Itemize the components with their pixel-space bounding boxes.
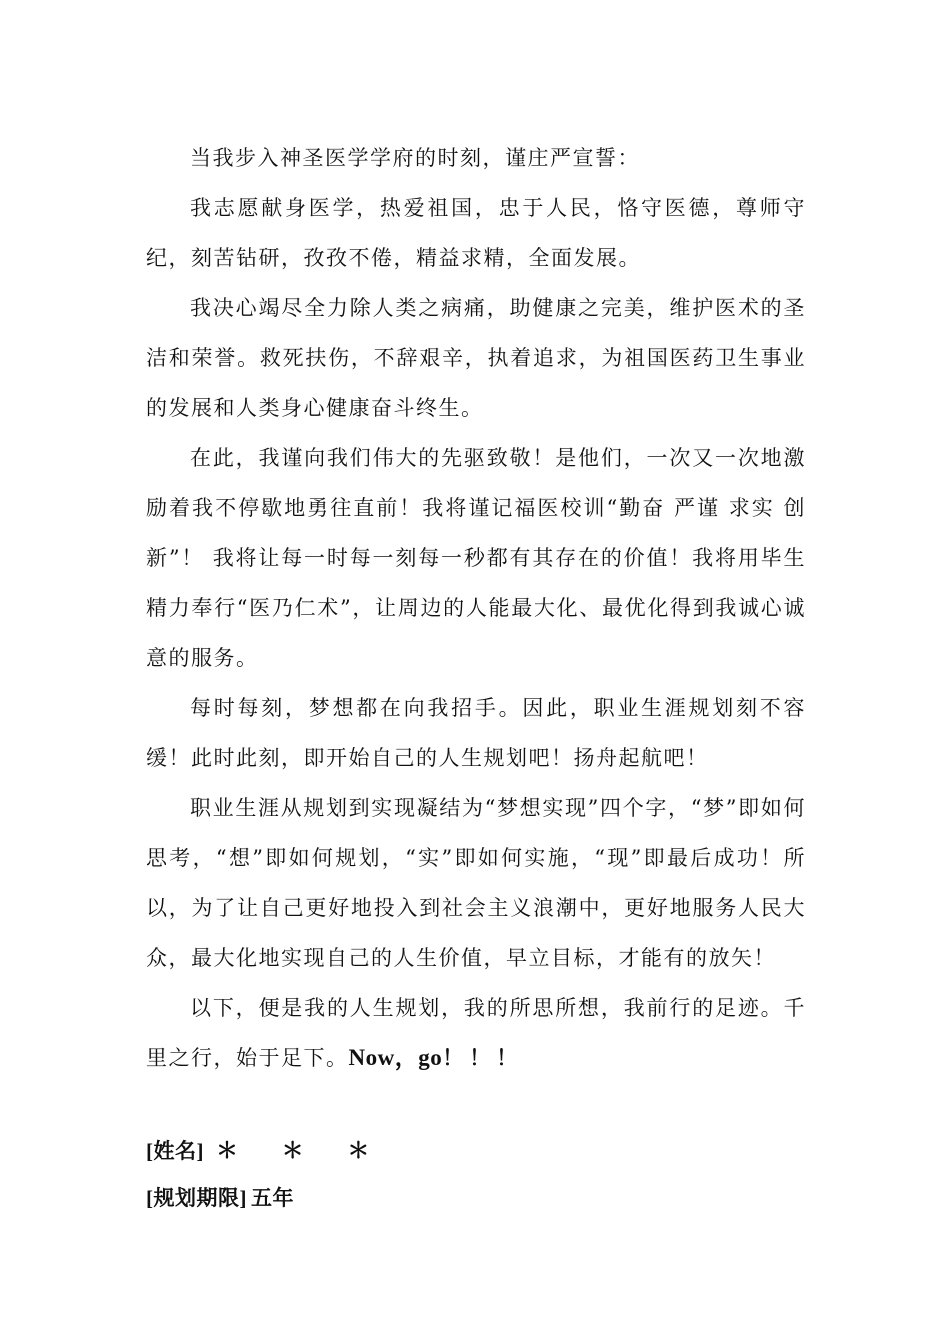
meta-name-line xyxy=(146,1136,746,1167)
closing-exclamations: ！！！ xyxy=(442,1045,524,1070)
document-body xyxy=(146,133,806,1083)
paragraph-closing xyxy=(146,983,806,1083)
paragraph-oath-resolve: 我决心竭尽全力除人类之病痛，助健康之完美，维护医术的圣洁和荣誉。救死扶伤，不辞艰辛，执着追求，为祖国医药卫生事业的发展和人类身心健康奋斗终生。 xyxy=(146,296,806,420)
name-label: [姓名] xyxy=(146,1139,204,1163)
paragraph-tribute: 在此，我谨向我们伟大的先驱致敬！是他们，一次又一次地激励着我不停歇地勇往直前！我将谨记福医校训“勤奋 严谨 求实 创新”！ 我将让每一时每一刻每一秒都有其存在的价值！我将用毕生精力奉行“医乃仁术”，让周边的人能最大化、最优化得到我诚心诚意的服务。 xyxy=(146,446,806,670)
paragraph-oath-devotion: 我志愿献身医学，热爱祖国，忠于人民，恪守医德，尊师守纪，刻苦钻研，孜孜不倦，精益求精，全面发展。 xyxy=(146,196,806,270)
period-value: 五年 xyxy=(251,1186,294,1210)
period-label: [规划期限] xyxy=(146,1186,247,1210)
paragraph-dream: 每时每刻，梦想都在向我招手。因此，职业生涯规划刻不容缓！此时此刻，即开始自己的人生规划吧！扬舟起航吧！ xyxy=(146,696,806,770)
closing-text: 以下，便是我的人生规划，我的所思所想，我前行的足迹。千里之行，始于足下。 xyxy=(146,996,806,1070)
meta-period-line xyxy=(146,1183,746,1213)
paragraph-career-planning: 职业生涯从规划到实现凝结为“梦想实现”四个字，“梦”即如何思考，“想”即如何规划，“实”即如何实施，“现”即最后成功！所以，为了让自己更好地投入到社会主义浪潮中，更好地服务人民大众，最大化地实现自己的人生价值，早立目标，才能有的放矢！ xyxy=(146,796,806,970)
paragraph-oath-intro: 当我步入神圣医学学府的时刻，谨庄严宣誓： xyxy=(190,146,640,170)
closing-emphasis: Now，go xyxy=(348,1045,443,1070)
name-value: ＊ ＊ ＊ xyxy=(216,1139,388,1164)
